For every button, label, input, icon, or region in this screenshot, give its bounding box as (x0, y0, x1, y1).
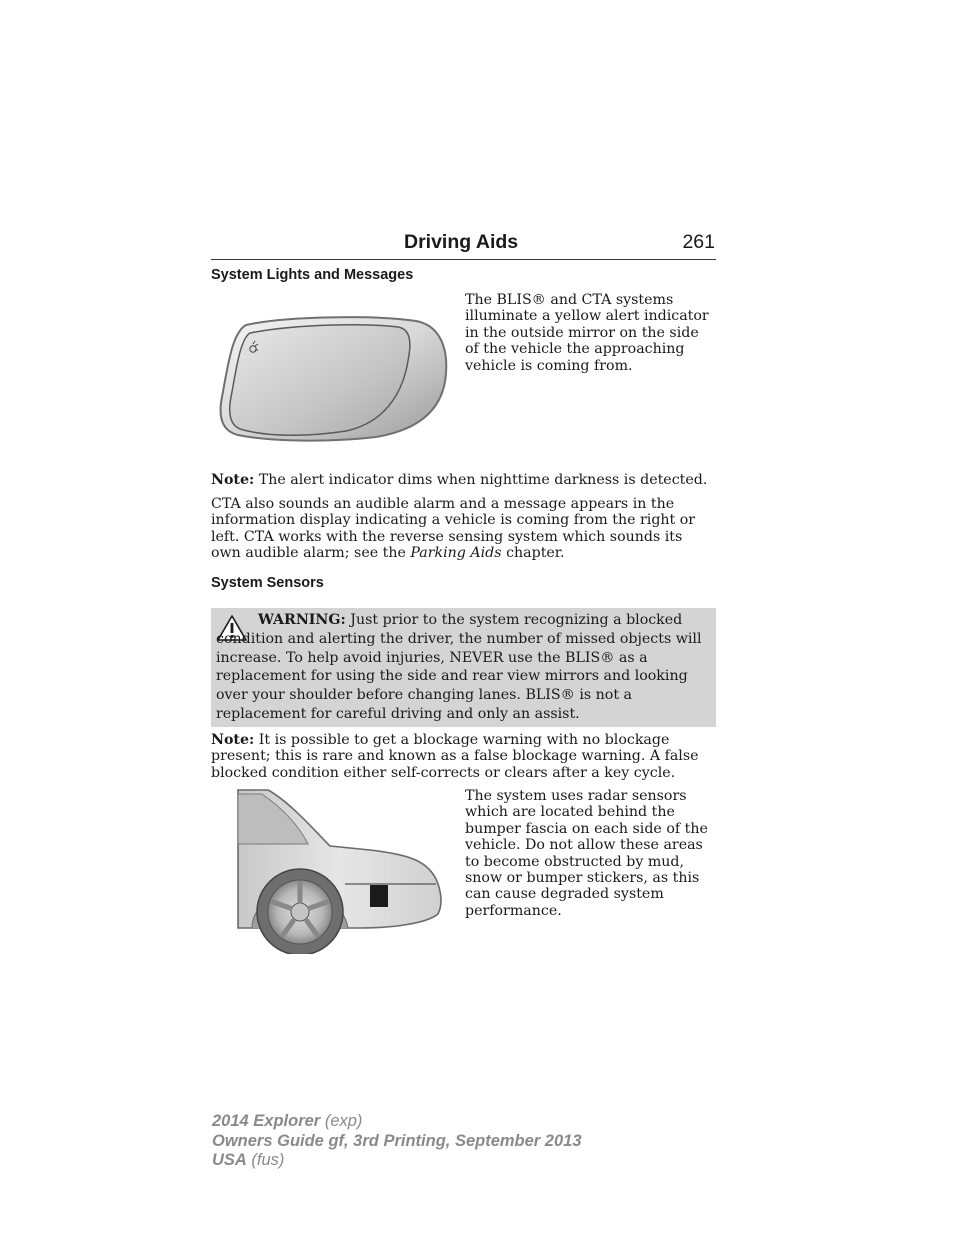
cta-text-2: chapter. (501, 545, 565, 562)
radar-sensor-marker (370, 885, 388, 907)
footer-model-line (212, 1112, 582, 1132)
page-footer (212, 1112, 582, 1171)
footer-model-code: (exp) (320, 1112, 363, 1130)
parking-aids-reference: Parking Aids (410, 545, 502, 562)
note-label: Note: (211, 732, 255, 748)
chapter-title: Driving Aids (404, 231, 519, 253)
section-heading-sensors: System Sensors (211, 575, 324, 591)
footer-model: 2014 Explorer (212, 1112, 321, 1130)
footer-market-code: (fus) (246, 1151, 285, 1169)
footer-market: USA (212, 1151, 247, 1169)
footer-market-line (212, 1151, 582, 1171)
cta-text-1: CTA also sounds an audible alarm and a message appears in the information display indicating a vehicle is coming from the right or left. CTA works with the reverse sensing system which sounds its own audible alarm; see the (211, 496, 696, 562)
note-nighttime (211, 472, 717, 488)
mirror-description: The BLIS® and CTA systems illuminate a yellow alert indicator in the outside mirror on the side of the vehicle the approaching vehicle is coming from. (465, 292, 709, 374)
warning-label: WARNING: (258, 612, 346, 628)
rear-bumper-sensor-illustration (230, 788, 446, 954)
radar-sensors-description: The system uses radar sensors which are located behind the bumper fascia on each side of the vehicle. Do not allow these areas to become obstructed by mud, snow or bumper stickers, as this can cause degraded system performance. (465, 788, 708, 919)
note-false-blockage (211, 732, 717, 781)
footer-guide: Owners Guide gf, 3rd Printing, September 2013 (212, 1131, 582, 1150)
page-header (211, 229, 716, 260)
section-heading-lights: System Lights and Messages (211, 267, 414, 283)
note-label: Note: (211, 472, 255, 488)
warning-box (211, 608, 716, 727)
note-text: It is possible to get a blockage warning with no blockage present; this is rare and known as a false blockage warning. A false blocked condition either self-corrects or clears after a key cycle. (211, 732, 699, 781)
side-mirror-illustration (216, 311, 452, 445)
page-number: 261 (682, 231, 715, 253)
cta-description (211, 496, 711, 562)
footer-guide-line (212, 1132, 582, 1152)
note-text: The alert indicator dims when nighttime darkness is detected. (254, 472, 708, 488)
warning-text (216, 611, 706, 724)
warning-body: Just prior to the system recognizing a blocked condition and alerting the driver, the number of missed objects will increase. To help avoid injuries, NEVER use the BLIS® as a replacement for using the side and rear view mirrors and looking over your shoulder before changing lanes. BLIS® is not a replacement for careful driving and only an assist. (216, 612, 702, 722)
